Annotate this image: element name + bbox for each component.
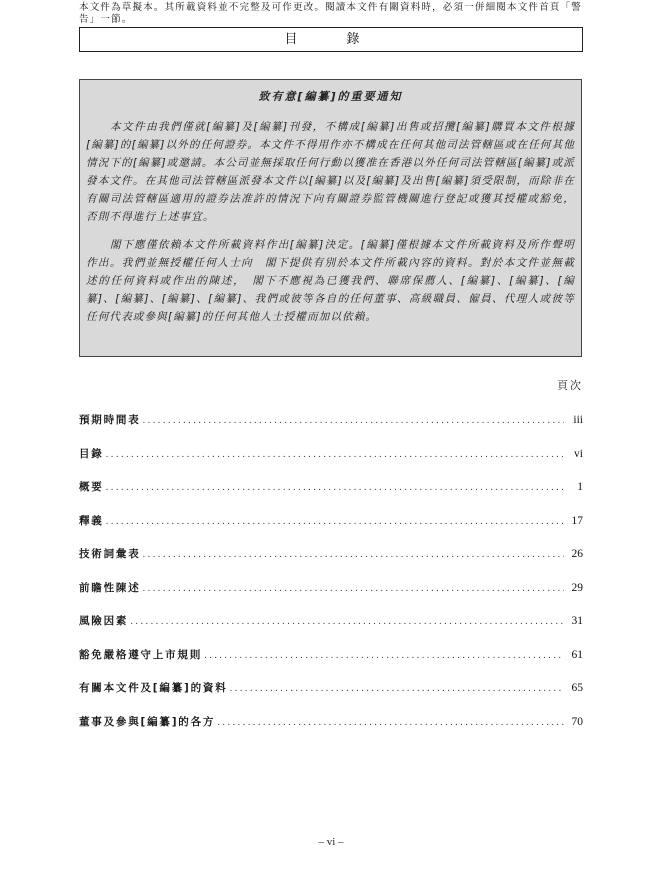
toc-leader-dots (143, 550, 564, 560)
table-of-contents (79, 412, 583, 747)
toc-leader-dots (106, 483, 563, 493)
toc-leader-dots (106, 450, 563, 460)
toc-leader-dots (217, 718, 563, 728)
notice-paragraph-1: 本文件由我們僅就[編纂]及[編纂]刊發，不構成[編纂]出售或招攬[編纂]購買本文件根據[編纂]的[編纂]以外的任何證券。本文件不得用作亦不構成在任何其他司法管轄區或在任何其他情況下的[編纂]或邀請。本公司並無採取任何行動以獲准在香港以外任何司法管轄區[編纂]或派發本文件。在其他司法管轄區派發本文件以[編纂]以及[編纂]及出售[編纂]須受限制，而除非在有關司法管轄區適用的證券法准許的情況下向有關證券監管機關進行登記或獲其授權或豁免，否則不得進行上述事宜。 (86, 121, 575, 223)
toc-entry-page: 1 (577, 481, 583, 493)
notice-paragraph-2: 閣下應僅依賴本文件所載資料作出[編纂]決定。[編纂]僅根據本文件所載資料及所作聲明作出。我們並無授權任何人士向 閣下提供有別於本文件所載內容的資料。對於本文件並無載述的任何資料或作出的陳述， 閣下不應視為已獲我們、聯席保薦人、[編纂]、[編纂]、[編纂]、[編纂]、[編纂]、[編纂]、我們或彼等各自的任何董事、高級職員、僱員、代理人或彼等任何代表或參與[編纂]的任何其他人士授權而加以依賴。 (86, 239, 575, 323)
toc-entry-label: 前瞻性陳述 (79, 581, 141, 594)
toc-entry-page: 31 (571, 615, 583, 627)
toc-entry-label: 風險因素 (79, 615, 129, 627)
toc-entry-waivers[interactable] (79, 647, 583, 681)
toc-entry-page: iii (573, 414, 583, 426)
toc-entry-forward-looking[interactable] (79, 580, 583, 614)
toc-entry-label: 豁免嚴格遵守上市規則 (79, 648, 202, 661)
toc-entry-page: 26 (571, 548, 583, 560)
toc-entry-label: 董事及參與[編纂]的各方 (79, 715, 216, 728)
toc-leader-dots (230, 684, 564, 694)
toc-entry-page: 29 (571, 581, 583, 594)
toc-entry-label: 預期時間表 (79, 414, 141, 426)
draft-warning-note: 本文件為草擬本。其所載資料並不完整及可作更改。閱讀本文件有關資料時，必須一併細閱本文件首頁「警告」一節。 (79, 2, 582, 25)
toc-entry-definitions[interactable] (79, 513, 583, 547)
notice-title: 致有意[編纂]的重要通知 (258, 90, 403, 103)
page-column-label: 頁次 (557, 379, 583, 392)
toc-leader-dots (143, 416, 564, 426)
toc-entry-expected-timetable[interactable] (79, 412, 583, 446)
toc-entry-page: 65 (571, 682, 583, 694)
toc-entry-label: 目錄 (79, 447, 104, 460)
toc-entry-page: 17 (571, 514, 583, 527)
toc-entry-contents[interactable] (79, 446, 583, 480)
toc-entry-page: 61 (571, 648, 583, 661)
footer-page-number: – vi – (318, 836, 344, 848)
toc-entry-page: vi (574, 447, 583, 460)
toc-entry-document-information[interactable] (79, 680, 583, 714)
toc-entry-label: 釋義 (79, 514, 104, 527)
important-notice-box (79, 79, 582, 357)
toc-leader-dots (106, 517, 563, 527)
toc-entry-directors-and-parties[interactable] (79, 714, 583, 748)
toc-leader-dots (130, 617, 563, 627)
toc-entry-summary[interactable] (79, 479, 583, 513)
toc-entry-glossary[interactable] (79, 546, 583, 580)
toc-entry-label: 技術詞彙表 (79, 548, 141, 560)
toc-entry-label: 概要 (79, 481, 104, 493)
page-title: 目 錄 (79, 27, 583, 52)
toc-leader-dots (143, 584, 564, 594)
toc-leader-dots (204, 651, 564, 661)
toc-entry-label: 有關本文件及[編纂]的資料 (79, 682, 228, 694)
toc-entry-risk-factors[interactable] (79, 613, 583, 647)
toc-entry-page: 70 (571, 715, 583, 728)
